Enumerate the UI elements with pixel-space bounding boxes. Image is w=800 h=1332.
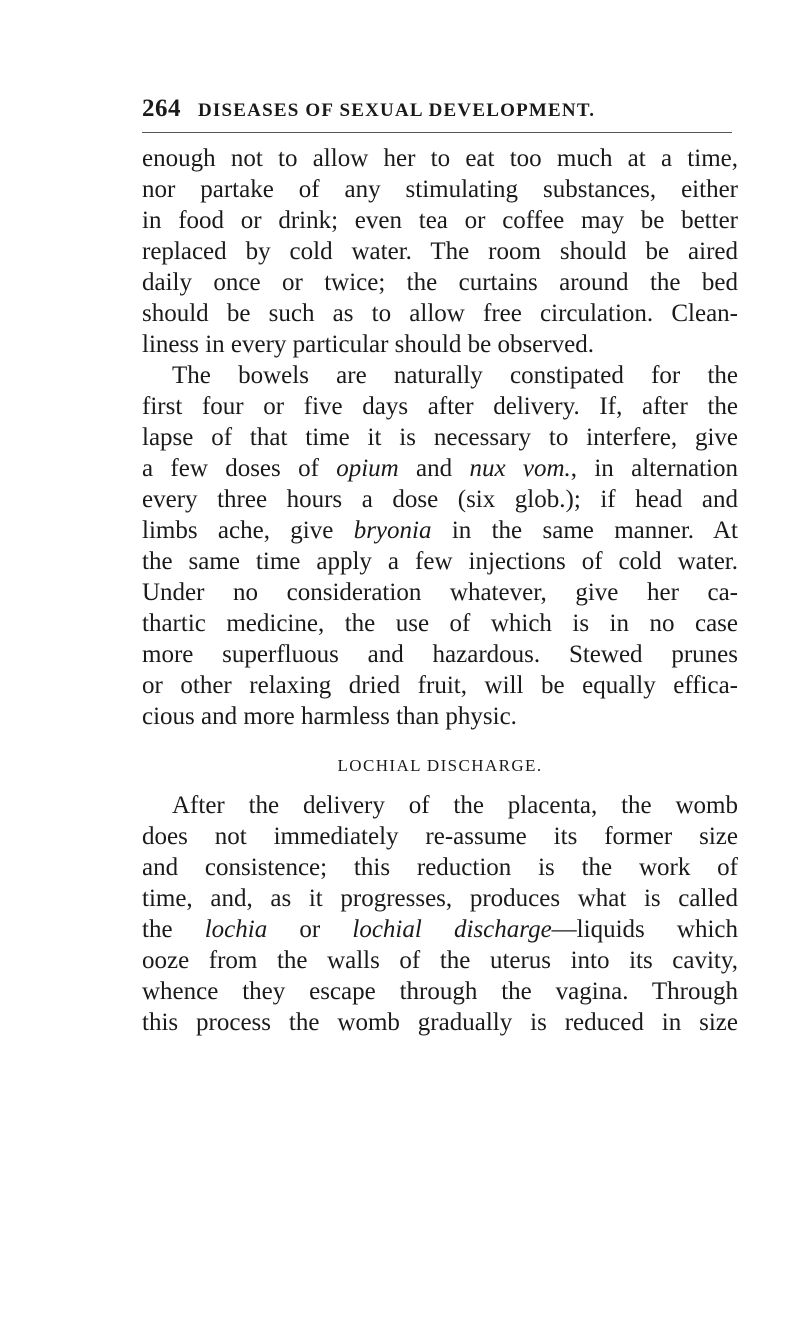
running-title: DISEASES OF SEXUAL DEVELOPMENT. [198, 100, 596, 121]
text-line: ooze from the walls of the uterus into its cavity, [142, 947, 738, 974]
text-line: lapse of that time it is necessary to interfere, give [142, 424, 738, 451]
paragraph-lochia [142, 790, 738, 1038]
paragraph-diet-and-room [142, 143, 738, 360]
remedy-name: bryonia [353, 517, 432, 544]
text-fragment: or [267, 916, 353, 943]
text-fragment: a few doses of [142, 455, 337, 482]
text-fragment: , in alternation [570, 455, 739, 482]
text-line: and consistence; this reduction is the work of [142, 854, 738, 881]
text-line: After the delivery of the placenta, the womb [172, 792, 738, 819]
paragraph-bowels [142, 360, 738, 732]
text-line: cious and more harmless than physic. [142, 703, 517, 730]
book-page [142, 94, 738, 1038]
text-line [142, 453, 738, 484]
text-line: first four or five days after delivery. If, after the [142, 393, 738, 420]
text-line [142, 515, 738, 546]
section-heading: LOCHIAL DISCHARGE. [337, 756, 543, 775]
text-fragment: limbs ache, give [142, 517, 354, 544]
text-line: liness in every particular should be observed. [142, 331, 594, 358]
text-line: whence they escape through the vagina. Through [142, 978, 738, 1005]
text-line: daily once or twice; the curtains around the bed [142, 269, 738, 296]
text-line: in food or drink; even tea or coffee may be better [142, 207, 738, 234]
term: lochial discharge [352, 916, 552, 943]
text-fragment: and [398, 455, 470, 482]
text-line: this process the womb gradually is reduced in size [142, 1009, 738, 1036]
text-line [142, 914, 738, 945]
text-line: every three hours a dose (six glob.); if head and [142, 486, 738, 513]
text-fragment: in the same manner. At [431, 517, 738, 544]
text-line: more superfluous and hazardous. Stewed prunes [142, 641, 738, 668]
text-line: does not immediately re-assume its former size [142, 823, 738, 850]
text-line: time, and, as it progresses, produces what is called [142, 885, 738, 912]
text-line: Under no consideration whatever, give her ca- [142, 579, 738, 606]
text-line: thartic medicine, the use of which is in no case [142, 610, 738, 637]
page-number: 264 [142, 95, 181, 122]
running-head [142, 94, 738, 124]
text-line: should be such as to allow free circulation. Clean- [142, 300, 738, 327]
text-line: the same time apply a few injections of cold water. [142, 548, 738, 575]
term: lochia [204, 916, 268, 943]
header-rule [142, 132, 732, 133]
text-line: enough not to allow her to eat too much at a time, [142, 145, 738, 172]
remedy-name: opium [336, 455, 399, 482]
body-text [142, 143, 738, 1038]
text-fragment: the [142, 916, 205, 943]
text-line: replaced by cold water. The room should be aired [142, 238, 738, 265]
text-line: The bowels are naturally constipated for the [172, 362, 738, 389]
remedy-name: nux vom. [469, 455, 571, 482]
text-fragment: —liquids which [551, 916, 739, 943]
text-line: nor partake of any stimulating substances, either [142, 176, 738, 203]
text-line: or other relaxing dried fruit, will be equally effica- [142, 672, 738, 699]
